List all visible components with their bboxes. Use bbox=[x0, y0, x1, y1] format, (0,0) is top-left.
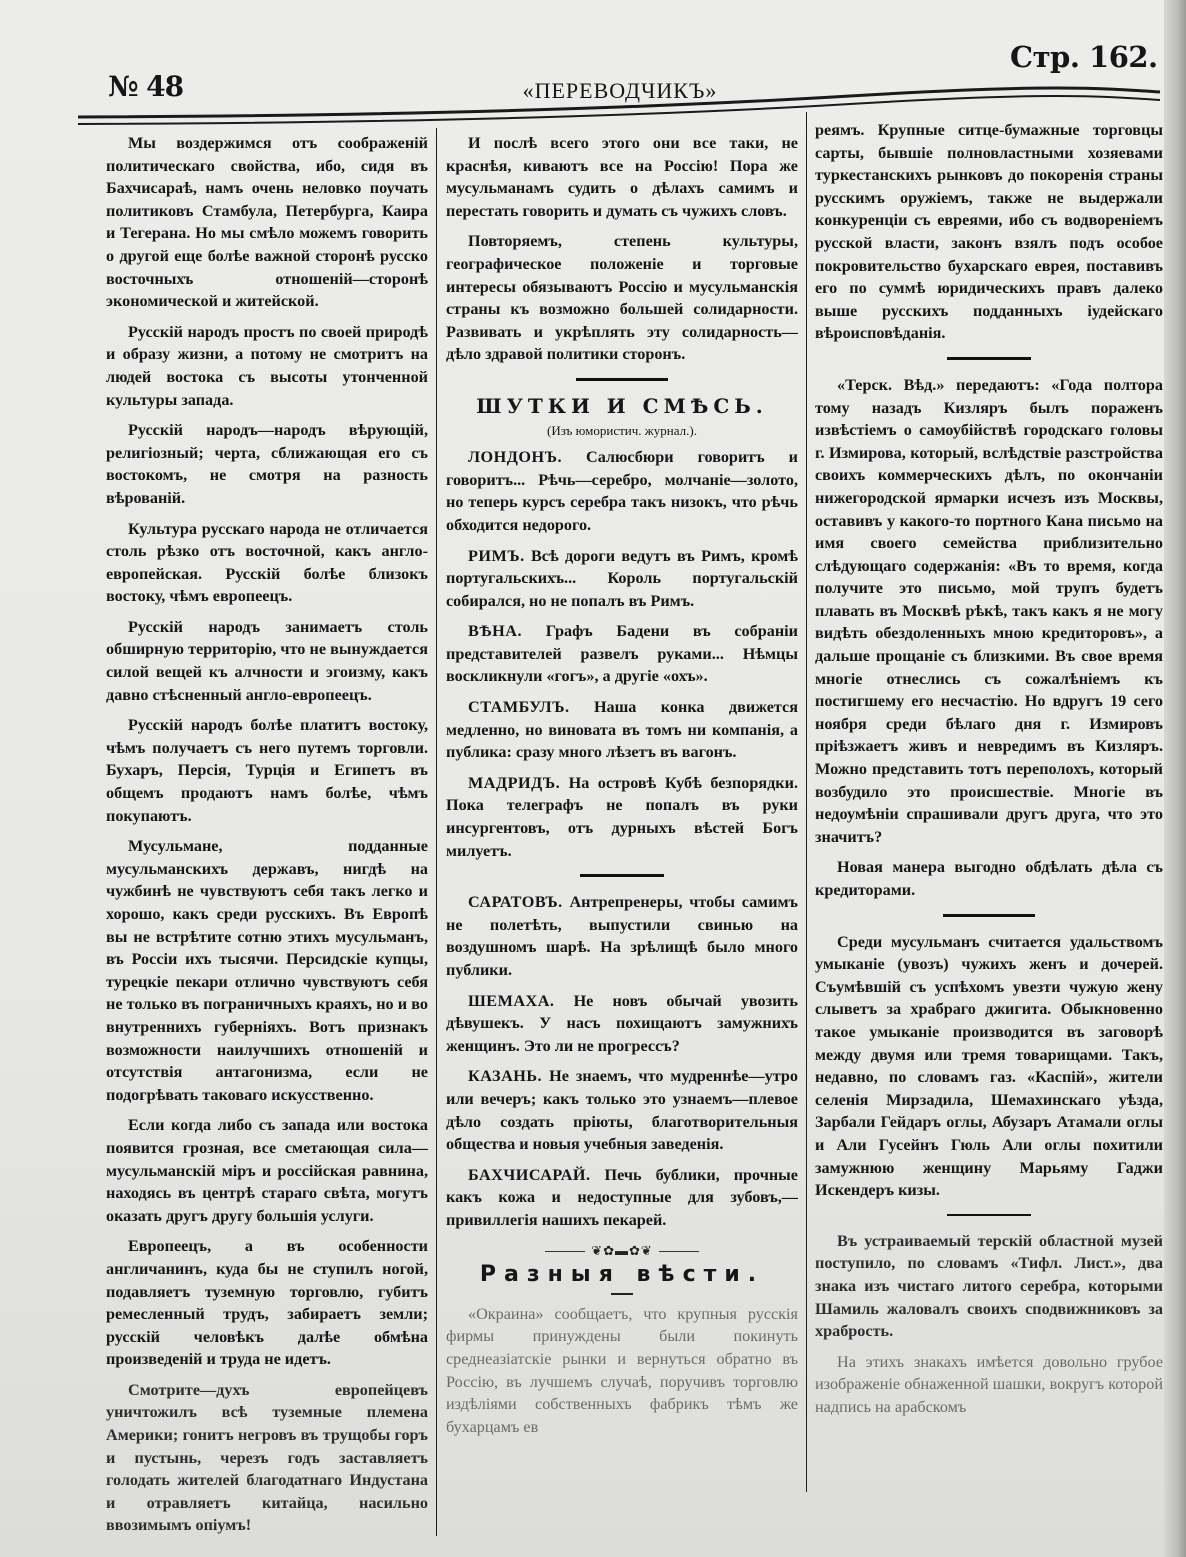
article-paragraph: реямъ. Крупные ситце-бумажные торговцы сарты, бывшіе полновластными хозяевами туркестанскихъ рынковъ до покоренія страны русскимъ оружіемъ, также не выдержали конкуренціи съ евреями, ибо съ водвореніемъ русской власти, законъ взялъ подъ особое покровительство бухарскаго еврея, поставивъ его по суммѣ юридическихъ правъ далеко выше русскихъ подданныхъ іудейскаго вѣроисповѣданія. bbox=[815, 121, 1163, 343]
joke-city: БАХЧИСАРАЙ. bbox=[468, 1165, 591, 1184]
article-paragraph: Русскій народъ—народъ вѣрующій, религіозный; черта, сближающая его съ востокомъ, не смотря на разность вѣрованій. bbox=[106, 421, 428, 507]
joke-city: КАЗАНЬ. bbox=[468, 1067, 543, 1086]
title-underline bbox=[611, 1293, 633, 1295]
section-divider bbox=[947, 357, 1031, 360]
article-paragraph: Культура русскаго народа не отличается столь рѣзко отъ восточной, какъ англо-европейская. Русскій болѣе близокъ востоку, чѣмъ европеецъ. bbox=[106, 519, 428, 606]
article-paragraph: Русскій народъ занимаетъ столь обширную территорію, что не вынуждается силой вещей къ алчности и эгоизму, какъ давно стѣсненный англо-европеецъ. bbox=[106, 617, 428, 704]
article-paragraph: «Терск. Вѣд.» передаютъ: «Года полтора тому назадъ Кизляръ былъ пораженъ извѣстіемъ о самоубійствѣ городскаго головы г. Измирова, который, вслѣдствіе разстройства своихъ коммерческихъ дѣлъ, по окончаніи нижегородской ярмарки исчезъ изъ Москвы, оставивъ у какого-то портного Кана письмо на имя своего семейства приблизительно слѣдующаго содержанія: «Въ то время, когда получите это письмо, мой трупъ будетъ плавать въ Москвѣ рѣкѣ, такъ какъ я не могу видѣть обездоленныхъ мною кредиторовъ», а дальше прощаніе съ близкими. Въ свое время многіе отнеслись съ сожалѣніемъ къ постигшему его несчастію. Но вдругъ 19 сего ноября среди бѣлаго дня г. Измировъ пріѣзжаетъ живъ и невредимъ въ Кизляръ. Можно представить тотъ переполохъ, который возбудило это происшествіе. Многіе въ недоумѣніи спрашивали другъ друга, что это значитъ? bbox=[815, 375, 1163, 846]
article-paragraph: Смотрите—духъ европейцевъ уничтожилъ всѣ туземные племена Америки; гонитъ негровъ въ трущобы горъ и пустынь, черезъ годъ заставляетъ голодать жителей благодатнаго Индустана и отравляетъ китайца, насильно ввозимымъ опіумъ! bbox=[106, 1380, 428, 1535]
section-subtitle: (Изъ юмористич. журнал.). bbox=[547, 422, 697, 438]
column-divider-right bbox=[806, 112, 807, 1492]
section-title-jokes: ШУТКИ И СМѢСЬ. bbox=[476, 393, 768, 418]
joke-item bbox=[446, 446, 798, 536]
joke-text: Всѣ дороги ведутъ въ Римъ, кромѣ португальскихъ... Король португальскій собирался, но не попалъ въ Римъ. bbox=[446, 546, 798, 610]
article-paragraph: Мы воздержимся отъ соображеній политическаго свойства, ибо, сидя въ Бахчисараѣ, намъ очень неловко поучать политиковъ Стамбула, Петербурга, Каира и Тегерана. Но мы смѣло можемъ говорить о другой еще болѣе важной сторонѣ русско восточныхъ отношеній—сторонѣ экономической и житейской. bbox=[106, 134, 428, 311]
article-paragraph: Русскій народъ болѣе платитъ востоку, чѣмъ получаетъ съ него путемъ торговли. Бухаръ, Персія, Турція и Египетъ въ общемъ продаютъ намъ болѣе, чѣмъ покупаютъ. bbox=[106, 716, 428, 825]
joke-city: ЛОНДОНЪ. bbox=[468, 448, 562, 467]
section-title-news: Разныя вѣсти. bbox=[479, 1262, 765, 1288]
joke-text: На островѣ Кубѣ безпорядки. Пока телеграфъ не попалъ въ руки инсургентовъ, отъ дурныхъ вѣстей Богъ милуетъ. bbox=[446, 773, 798, 860]
article-paragraph: И послѣ всего этого они все таки, не краснѣя, киваютъ все на Россію! Пора же мусульманамъ судить о дѣлахъ самимъ и перестать говорить и думать съ чужихъ словъ. bbox=[446, 134, 798, 220]
joke-city: РИМЪ. bbox=[468, 546, 525, 565]
article-paragraph: Среди мусульманъ считается удальствомъ умыканіе (увозъ) чужихъ женъ и дочерей. Съумѣвшій съ успѣхомъ увезти чужую жену слыветъ за храбраго джигита. Обыкновенно такое умыканіе производится въ заговорѣ между двумя или тремя товарищами. Такъ, недавно, по словамъ газ. «Каспій», жители селенія Мирзадила, Шемахинскаго уѣзда, Зарбали Гейдаръ оглы, Абузаръ Атамали оглы и Али Гусейнъ Гюль Али оглы похитили замужнюю женщину Марьяму Гаджи Искендеръ кизы. bbox=[815, 932, 1163, 1200]
ornament-divider bbox=[446, 1240, 798, 1263]
joke-item bbox=[446, 545, 798, 613]
joke-text: Антрепренеры, чтобы самимъ не полетѣть, выпустили свинью на воздушномъ шарѣ. На зрѣлищѣ было много публики. bbox=[446, 893, 798, 979]
article-paragraph: Если когда либо съ запада или востока появится грозная, все сметающая сила—мусульманскій міръ и россійская равнина, находясь въ центрѣ стараго свѣта, могутъ оказать другъ другу большія услуги. bbox=[106, 1116, 428, 1225]
section-divider bbox=[947, 1214, 1031, 1216]
column-1 bbox=[106, 132, 428, 1545]
joke-text: Не знаемъ, что мудреннѣе—утро или вечеръ; какъ только это узнаемъ—плевое дѣло создать пріюты, благотворительныя общества и новыя учебныя заведенія. bbox=[446, 1067, 798, 1154]
article-paragraph: «Окраина» сообщаетъ, что крупныя русскія фирмы принуждены были покинуть среднеазіатскіе рынки и вернуться обратно въ Россію, въ лучшемъ случаѣ, поручивъ торговлю издѣліями собственныхъ фабрикъ тѣмъ же бухарцамъ ев bbox=[446, 1304, 798, 1436]
page-edge-shadow bbox=[1164, 0, 1186, 1557]
article-paragraph: На этихъ знакахъ имѣется довольно грубое изображеніе обнаженной шашки, вокругъ которой надпись на арабскомъ bbox=[815, 1352, 1163, 1416]
joke-item bbox=[446, 891, 798, 981]
joke-text: Печь бублики, прочные какъ кожа и недоступные для зубовъ,—привиллегія нашихъ пекарей. bbox=[446, 1165, 798, 1229]
section-divider bbox=[576, 378, 668, 381]
newspaper-title: «ПЕРЕВОДЧИКЪ» bbox=[522, 78, 718, 103]
joke-item bbox=[446, 990, 798, 1058]
section-divider bbox=[580, 874, 664, 877]
header-double-rule bbox=[0, 0, 1186, 130]
joke-text: Салюсбюри говоритъ и говоритъ... Рѣчь—серебро, молчаніе—золото, но теперь курсъ серебра такъ низокъ, что рѣчь обходится недорого. bbox=[446, 448, 798, 534]
column-2 bbox=[446, 132, 798, 1446]
article-paragraph: Новая манера выгодно обдѣлать дѣла съ кредиторами. bbox=[815, 858, 1163, 899]
joke-text: Графъ Бадени въ собраніи представителей развелъ руками... Нѣмцы воскликнули «гогъ», а другіе «охъ». bbox=[446, 622, 798, 686]
joke-item bbox=[446, 1065, 798, 1155]
article-paragraph: Повторяемъ, степень культуры, географическое положеніе и торговые интересы обязываютъ Россію и мусульманскія страны къ возможно большей солидарности. Развивать и укрѣплять эту солидарность—дѣло здравой политики сторонъ. bbox=[446, 232, 798, 364]
joke-city: ВѢНА. bbox=[468, 622, 522, 641]
joke-city: ШЕМАХА. bbox=[468, 991, 555, 1010]
joke-item bbox=[446, 620, 798, 688]
joke-text: Наша конка движется медленно, но виновата въ томъ ни компанія, а публика: сразу много лѣзетъ въ вагонъ. bbox=[446, 698, 798, 762]
joke-city: МАДРИДЪ. bbox=[468, 773, 561, 792]
joke-city: САРАТОВЪ. bbox=[468, 893, 563, 912]
article-paragraph: Русскій народъ простъ по своей природѣ и образу жизни, а потому не смотритъ на людей востока съ высоты утонченной культуры запада. bbox=[106, 322, 428, 409]
article-paragraph: Европеецъ, а въ особенности англичанинъ, куда бы не ступилъ ногой, подавляетъ туземную торговлю, губитъ ремесленный трудъ, забираетъ земли; русскій человѣкъ далѣе обмѣна произведеній и труда не идетъ. bbox=[106, 1237, 428, 1369]
column-divider-left bbox=[436, 128, 437, 1536]
joke-city: СТАМБУЛЪ. bbox=[468, 698, 570, 717]
section-divider bbox=[943, 914, 1035, 917]
joke-item bbox=[446, 696, 798, 764]
article-paragraph: Мусульмане, подданные мусульманскихъ державъ, нигдѣ на чужбинѣ не чувствуютъ себя такъ легко и хорошо, какъ среди русскихъ. Въ Европѣ вы не встрѣтите сотню этихъ мусульманъ, въ Россіи ихъ тысячи. Персидскіе купцы, турецкіе пекари отлично чувствуютъ себя не только въ пограничныхъ краяхъ, но и во внутреннихъ губерніяхъ. Вотъ признакъ возможности наилучшихъ отношеній и отсутствія антагонизма, если не подогрѣвать таковаго искусственно. bbox=[106, 837, 428, 1104]
joke-item bbox=[446, 1164, 798, 1232]
joke-item bbox=[446, 772, 798, 862]
ornament-icon: ❦✿▬✿❦ bbox=[591, 1242, 653, 1258]
issue-number: № 48 bbox=[108, 70, 184, 103]
joke-text: Не новъ обычай увозить дѣвушекъ. У насъ похищаютъ замужнихъ женщинъ. Это ли не прогрессъ? bbox=[446, 991, 798, 1055]
page-header bbox=[0, 0, 1186, 125]
column-3 bbox=[815, 119, 1163, 1426]
page-number: Стр. 162. bbox=[1010, 40, 1158, 74]
article-paragraph: Въ устраиваемый терскій областной музей поступило, по словамъ «Тифл. Лист.», два знака изъ чистаго литого серебра, которыми Шамиль жаловалъ своихъ сподвижниковъ за храбрость. bbox=[815, 1231, 1163, 1341]
